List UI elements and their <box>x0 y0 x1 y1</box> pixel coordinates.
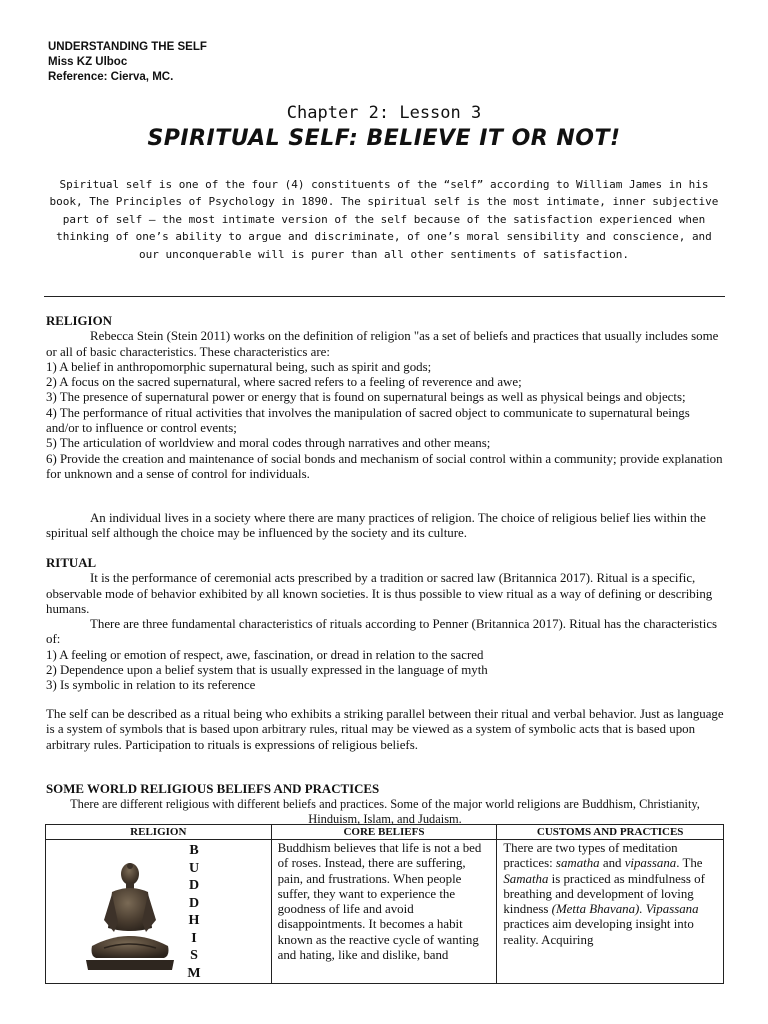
ritual-paragraph-1: It is the performance of ceremonial acts prescribed by a tradition or sacred law (Britannica 2017). Ritual is a specific, observable mode of behavior exhibited by all known societies. It is thus possible to view ritual as a way of defining or describing humans. <box>46 571 713 616</box>
list-item: 1) A belief in anthropomorphic supernatural being, such as spirit and gods; <box>46 359 432 374</box>
course-title: UNDERSTANDING THE SELF <box>48 41 207 53</box>
letter: B <box>189 843 199 858</box>
reference-line: Reference: Cierva, MC. <box>48 71 174 83</box>
column-header-religion: RELIGION <box>46 825 272 840</box>
ritual-paragraph-2: There are three fundamental characteristics of rituals according to Penner (Britannica 2017). Ritual has the characteristics of: <box>46 617 718 647</box>
buddha-statue-image <box>84 860 176 972</box>
letter: D <box>188 878 200 893</box>
page-title: SPIRITUAL SELF: BELIEVE IT OR NOT! <box>147 126 621 151</box>
ritual-closing: The self can be described as a ritual being who exhibits a striking parallel between their ritual and verbal behavior. Just as language is a system of symbols that is based upon arbitrary rules, ritual may be viewed as a system of symbolic acts that is based upon arbitrary rules. Participation to rituals is expressions of religious beliefs. <box>46 707 724 752</box>
letter: D <box>188 895 200 911</box>
teacher-name: Miss KZ Ulboc <box>48 56 128 68</box>
table-row <box>46 840 724 984</box>
religions-table <box>45 824 724 984</box>
customs-cell: There are two types of meditation practices: samatha and vipassana. The Samatha is practiced as mindfulness of breathing and development of loving kindness (Metta Bhavana). Vipassana practices aim developing insight into reality. Acquiring <box>497 840 724 984</box>
intro-paragraph: Spiritual self is one of the four (4) constituents of the “self” according to William James in his book, The Principles of Psychology in 1890. The spiritual self is the most intimate, inner subjective part of self – the most intimate version of the self because of the satisfaction experienced when thinking of one’s ability to argue and discriminate, of one’s moral sensibility and conscience, and our unconquerable will is purer than all other sentiments of satisfaction. <box>49 178 719 261</box>
table-header-row <box>46 825 724 840</box>
core-beliefs-cell: Buddhism believes that life is not a bed of roses. Instead, there are suffering, pain, and frustrations. When people suffer, they want to experience the goodness of life and avoid disappointments. It becomes a habit known as the reactive cycle of wanting and hating, like and dislike, band <box>271 840 497 984</box>
world-religions-section <box>46 782 724 826</box>
religion-section <box>46 314 724 482</box>
letter: H <box>188 913 200 928</box>
chapter-label: Chapter 2: Lesson 3 <box>286 103 482 123</box>
column-header-core-beliefs: CORE BELIEFS <box>271 825 497 840</box>
letter: M <box>187 965 201 981</box>
list-item: 1) A feeling or emotion of respect, awe, fascination, or dread in relation to the sacred <box>46 647 484 662</box>
ritual-heading: RITUAL <box>46 556 97 570</box>
column-header-customs: CUSTOMS AND PRACTICES <box>497 825 724 840</box>
document-header <box>48 40 207 85</box>
ritual-closing-block <box>46 707 724 753</box>
list-item: 5) The articulation of worldview and moral codes through narratives and other means; <box>46 436 491 451</box>
list-item: 2) Dependence upon a belief system that is usually expressed in the language of myth <box>46 663 488 678</box>
letter: U <box>188 860 200 876</box>
list-item: 2) A focus on the sacred supernatural, where sacred refers to a feeling of reverence and awe; <box>46 375 522 390</box>
list-item: 6) Provide the creation and maintenance of social bonds and mechanism of social control within a community; provide explanation for unknown and a sense of control for individuals. <box>46 451 723 481</box>
list-item: 3) The presence of supernatural power or energy that is found on supernatural beings as well as physical beings and objects; <box>46 390 686 405</box>
buddhism-vertical-label <box>186 842 202 982</box>
divider <box>44 296 725 297</box>
ritual-section <box>46 556 724 694</box>
religion-closing: An individual lives in a society where there are many practices of religion. The choice of religious belief lies within the spiritual self although the choice may be influenced by the society and its culture. <box>46 511 706 541</box>
world-lead: There are different religious with different beliefs and practices. Some of the major world religions are Buddhism, Christianity, Hinduism, Islam, and Judaism. <box>70 797 700 826</box>
religion-cell-buddhism <box>46 840 272 984</box>
letter: S <box>190 948 198 963</box>
religion-heading: RELIGION <box>46 314 112 328</box>
religion-closing-block <box>46 511 724 542</box>
world-heading: SOME WORLD RELIGIOUS BELIEFS AND PRACTICES <box>46 782 380 796</box>
list-item: 3) Is symbolic in relation to its reference <box>46 678 256 693</box>
list-item: 4) The performance of ritual activities that involves the manipulation of sacred object to communicate to supernatural beings and/or to influence or control events; <box>46 405 690 436</box>
religion-lead: Rebecca Stein (Stein 2011) works on the definition of religion "as a set of beliefs and practices that usually includes some or all of basic characteristics. These characteristics are: <box>46 329 719 359</box>
letter: I <box>191 930 197 946</box>
